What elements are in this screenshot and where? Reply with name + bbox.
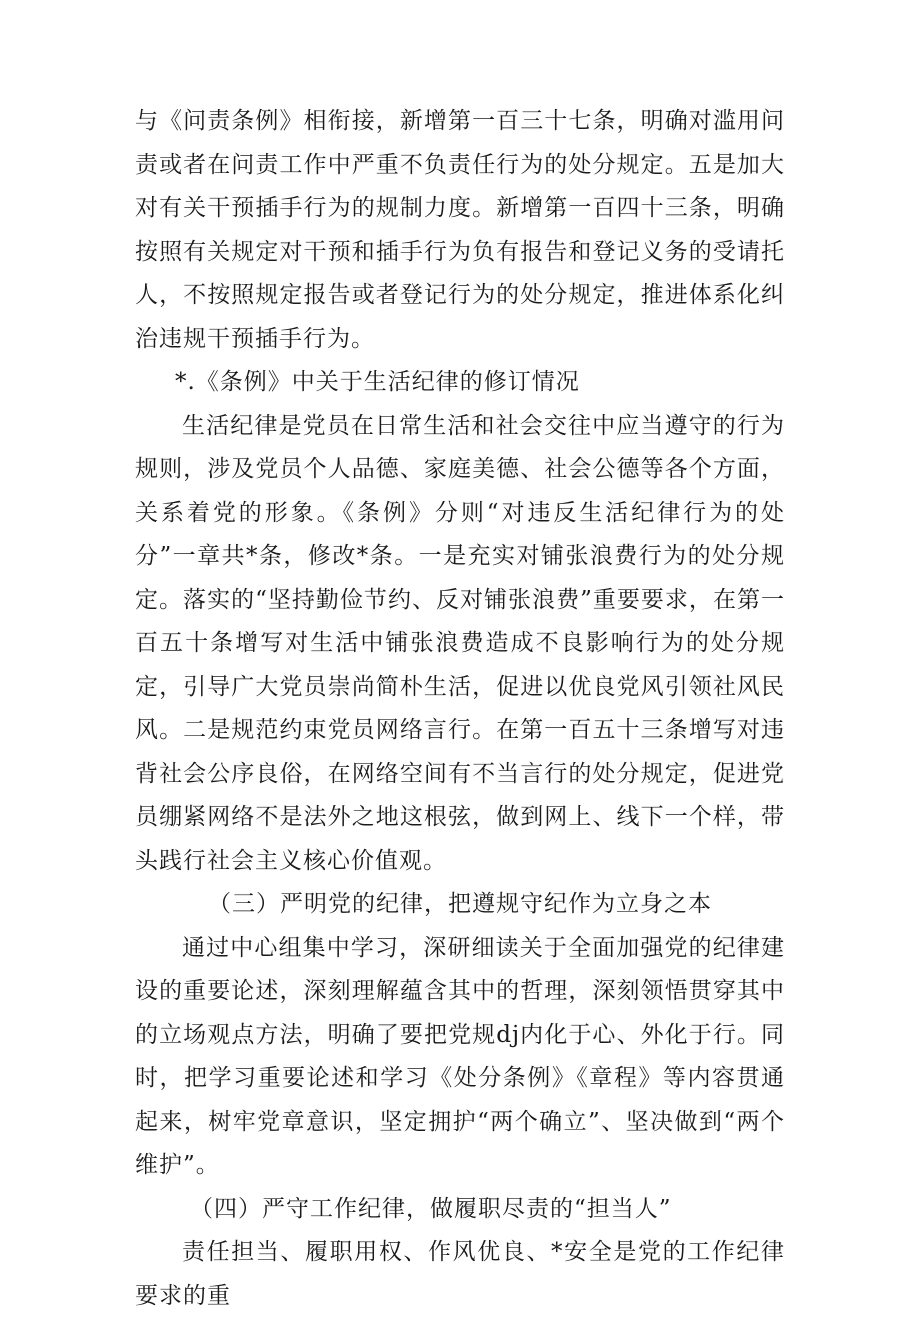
section-heading: *.《条例》中关于生活纪律的修订情况 [175, 369, 580, 395]
body-paragraph: 责任担当、履职用权、作风优良、*安全是党的工作纪律要求的重 [135, 1239, 785, 1309]
section-heading: （四）严守工作纪律，做履职尽责的“担当人” [190, 1195, 672, 1222]
body-paragraph: 通过中心组集中学习，深研细读关于全面加强党的纪律建设的重要论述，深刻理解蕴含其中的哲理，深刻领悟贯穿其中的立场观点方法，明确了要把党规dj内化于心、外化于行。同时，把学习重要论述和学习《处分条例》《章程》等内容贯通起来，树牢党章意识，坚定拥护“两个确立”、坚决做到“两个维护”。 [135, 934, 785, 1178]
body-paragraph: 生活纪律是党员在日常生活和社会交往中应当遵守的行为规则，涉及党员个人品德、家庭美德、社会公德等各个方面，关系着党的形象。《条例》分则“对违反生活纪律行为的处分”一章共*条，修改*条。一是充实对铺张浪费行为的处分规定。落实的“坚持勤俭节约、反对铺张浪费”重要要求，在第一百五十条增写对生活中铺张浪费造成不良影响行为的处分规定，引导广大党员崇尚简朴生活，促进以优良党风引领社风民风。二是规范约束党员网络言行。在第一百五十三条增写对违背社会公序良俗，在网络空间有不当言行的处分规定，促进党员绷紧网络不是法外之地这根弦，做到网上、线下一个样，带头践行社会主义核心价值观。 [135, 412, 785, 874]
section-heading: （三）严明党的纪律，把遵规守纪作为立身之本 [208, 891, 712, 917]
body-paragraph: 与《问责条例》相衔接，新增第一百三十七条，明确对滥用问责或者在问责工作中严重不负责任行为的处分规定。五是加大对有关干预插手行为的规制力度。新增第一百四十三条，明确按照有关规定对干预和插手行为负有报告和登记义务的受请托人，不按照规定报告或者登记行为的处分规定，推进体系化纠治违规干预插手行为。 [135, 108, 785, 352]
